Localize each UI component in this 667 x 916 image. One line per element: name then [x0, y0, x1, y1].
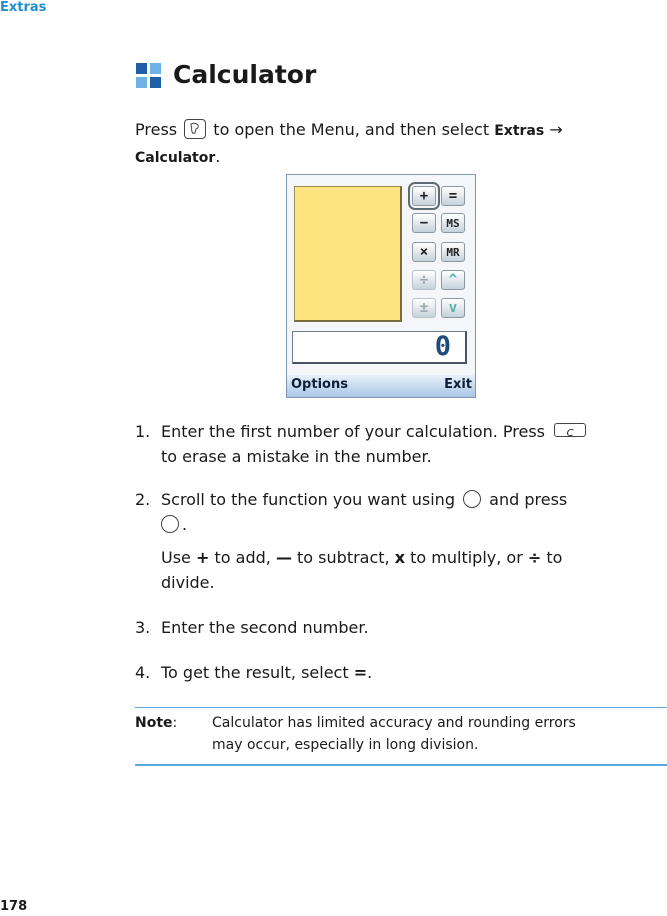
menu-key-icon	[184, 119, 206, 139]
step-4-text: To get the result, select =.	[161, 663, 373, 682]
step-1-text-a: Enter the first number of your calculation. Press	[161, 422, 545, 441]
step-2-text-a: Scroll to the function you want using	[161, 490, 455, 509]
calc-button-1[interactable]: =	[441, 186, 465, 206]
exit-softkey[interactable]: Exit	[444, 377, 472, 392]
menu-path-arrow: →	[549, 120, 563, 139]
note-line-2: may occur, especially in long division.	[212, 737, 479, 753]
section-header: Extras	[0, 0, 47, 15]
calc-button-3[interactable]: MS	[441, 213, 465, 233]
menu-path-extras: Extras	[494, 123, 545, 139]
step-2-number: 2.	[135, 490, 151, 509]
calc-button-7[interactable]: ^	[441, 270, 465, 290]
calculator-paper-display	[294, 186, 402, 322]
intro-after-key: to open the Menu, and then select	[213, 120, 490, 139]
divide-symbol: ÷	[527, 548, 542, 567]
calculator-result-box	[292, 331, 467, 364]
calc-button-2[interactable]: −	[412, 213, 436, 233]
step-1-text-b: to erase a mistake in the number.	[161, 447, 432, 466]
calculator-result-value: 0	[434, 331, 451, 362]
note-top-rule	[135, 707, 667, 708]
page-title: Calculator	[173, 60, 317, 89]
times-symbol: x	[394, 548, 406, 567]
options-softkey[interactable]: Options	[291, 377, 348, 392]
step-1-text	[161, 419, 651, 469]
clear-key-icon: C	[554, 423, 586, 437]
step-3-number: 3.	[135, 618, 151, 637]
intro-before: Press	[135, 120, 178, 139]
calc-button-8[interactable]: ±	[412, 298, 436, 318]
minus-symbol: —	[275, 548, 292, 567]
note-line-1: Calculator has limited accuracy and rounding errors	[212, 715, 576, 731]
calc-button-4[interactable]: ×	[412, 242, 436, 262]
calc-button-5[interactable]: MR	[441, 242, 465, 262]
step-1-number: 1.	[135, 422, 151, 441]
step-2-text	[161, 487, 651, 537]
softkey-bar	[287, 375, 475, 397]
calculator-section-icon	[135, 62, 163, 90]
note-label: Note	[135, 715, 173, 731]
step-2-detail: Use + to add, — to subtract, x to multiply, or ÷ to divide.	[161, 548, 563, 592]
equals-symbol: =	[353, 663, 368, 682]
intro-paragraph	[135, 117, 655, 171]
note-bottom-rule	[135, 764, 667, 766]
plus-symbol: +	[195, 548, 210, 567]
calc-button-0[interactable]: +	[412, 186, 436, 206]
calc-button-6[interactable]: ÷	[412, 270, 436, 290]
scroll-key-icon	[463, 490, 481, 508]
step-2-period: .	[182, 515, 188, 534]
menu-path-calculator: Calculator	[135, 150, 216, 166]
step-2-text-b: and press	[489, 490, 568, 509]
step-4-number: 4.	[135, 663, 151, 682]
note-block: Note: Calculator has limited accuracy and rounding errors	[135, 712, 655, 734]
calc-button-9[interactable]: v	[441, 298, 465, 318]
intro-period: .	[215, 147, 221, 166]
select-key-icon	[161, 515, 179, 533]
step-3-text: Enter the second number.	[161, 618, 369, 637]
page-number: 178	[0, 899, 28, 914]
